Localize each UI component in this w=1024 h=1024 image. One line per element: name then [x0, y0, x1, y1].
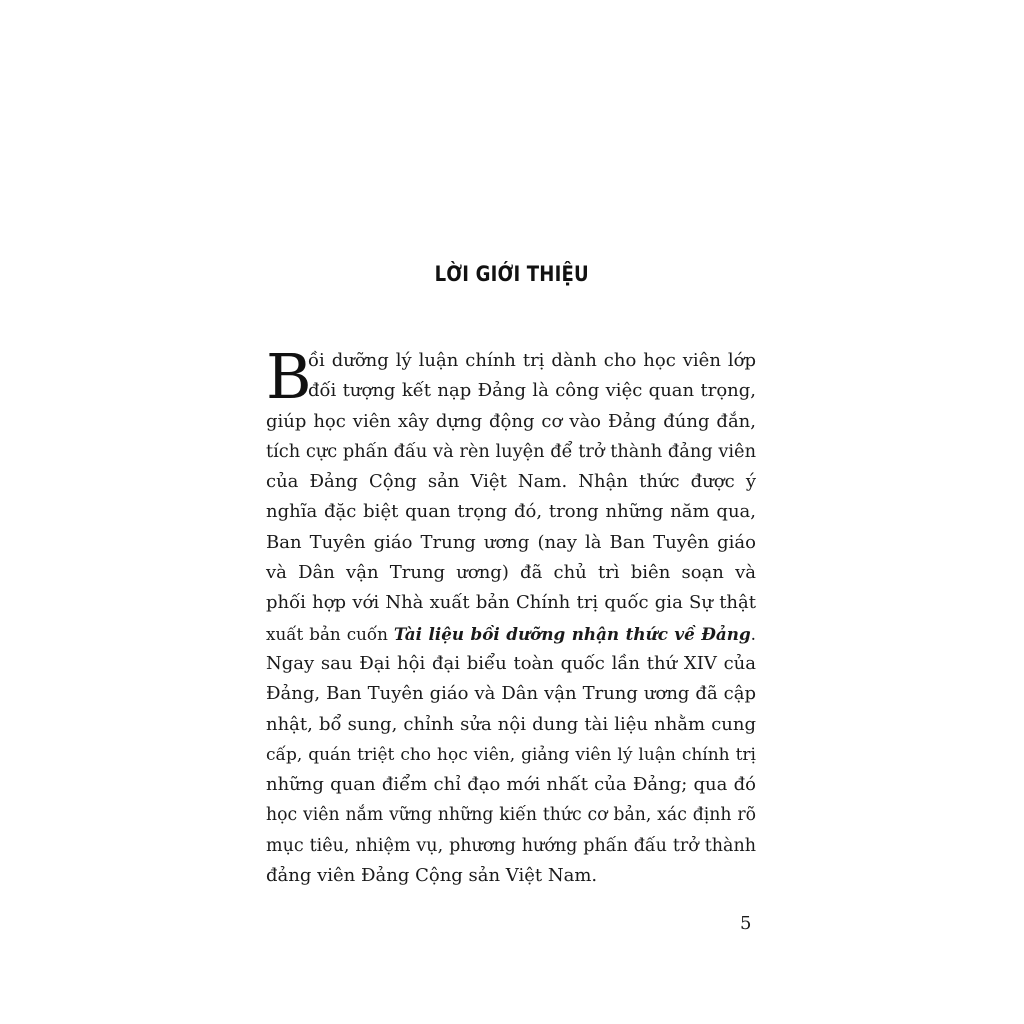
text-line: nghĩa đặc biệt quan trọng đó, trong những năm qua,	[266, 501, 756, 523]
text-fragment: xuất bản cuốn	[266, 623, 394, 644]
text-line: và Dân vận Trung ương) đã chủ trì biên soạn và	[266, 562, 756, 584]
text-line: Ban Tuyên giáo Trung ương (nay là Ban Tuyên giáo	[266, 531, 756, 553]
text-line: đối tượng kết nạp Đảng là công việc quan trọng,	[308, 380, 756, 402]
text-line: nhật, bổ sung, chỉnh sửa nội dung tài liệu nhằm cung	[266, 713, 756, 735]
text-line-book-title	[266, 619, 756, 649]
text-line: cấp, quán triệt cho học viên, giảng viên lý luận chính trị	[266, 744, 756, 765]
text-line: tích cực phấn đấu và rèn luyện để trở thành đảng viên	[266, 441, 756, 462]
page-number: 5	[740, 913, 752, 934]
drop-cap: B	[266, 340, 312, 413]
drop-cap-block	[266, 340, 756, 413]
text-line: mục tiêu, nhiệm vụ, phương hướng phấn đấu trở thành	[266, 835, 756, 856]
text-line: Ngay sau Đại hội đại biểu toàn quốc lần thứ XIV của	[266, 652, 756, 674]
intro-paragraph	[266, 340, 756, 891]
book-title: Tài liệu bồi dưỡng nhận thức về Đảng	[393, 623, 751, 644]
text-line: những quan điểm chỉ đạo mới nhất của Đảng; qua đó	[266, 774, 756, 796]
text-fragment: .	[750, 623, 756, 644]
page-title: LỜI GIỚI THIỆU	[434, 262, 589, 286]
text-line: ồi dưỡng lý luận chính trị dành cho học viên lớp	[308, 350, 756, 371]
text-line: Đảng, Ban Tuyên giáo và Dân vận Trung ương đã cập	[266, 683, 756, 705]
text-line: học viên nắm vững những kiến thức cơ bản, xác định rõ	[266, 805, 756, 826]
text-line: giúp học viên xây dựng động cơ vào Đảng đúng đắn,	[266, 410, 756, 432]
text-line: của Đảng Cộng sản Việt Nam. Nhận thức được ý	[266, 471, 756, 493]
text-line: phối hợp với Nhà xuất bản Chính trị quốc gia Sự thật	[266, 592, 756, 614]
text-line: đảng viên Đảng Cộng sản Việt Nam.	[266, 865, 598, 887]
